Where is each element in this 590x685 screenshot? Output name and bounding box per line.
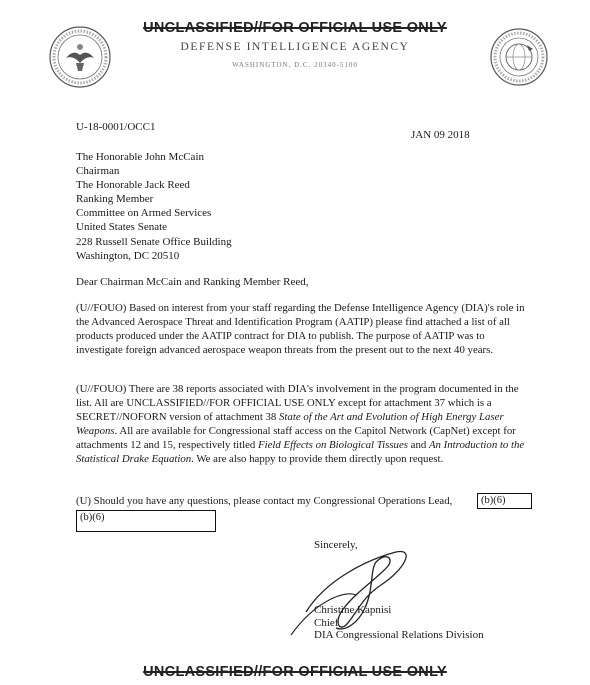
recipient-line: The Honorable John McCain bbox=[76, 151, 204, 163]
paragraph-text: (U//FOUO) There are 38 reports associated with DIA's involvement in the program documented in the list. All are UNCLASSIFIED//FOR OFFICIAL USE ONLY except for attachment 37 which is a SECRET//NOFORN version of attachment 38 bbox=[76, 383, 519, 423]
paragraph-reports-list bbox=[76, 382, 525, 466]
recipient-line: 228 Russell Senate Office Building bbox=[76, 235, 232, 248]
report-title-biological-tissues: Field Effects on Biological Tissues bbox=[258, 439, 408, 451]
recipient-line: The Honorable Jack Reed bbox=[76, 179, 190, 192]
recipient-line: Committee on Armed Services bbox=[76, 207, 212, 220]
signer-division: DIA Congressional Relations Division bbox=[314, 629, 484, 641]
signer-name: Christine Kapnisi bbox=[314, 604, 392, 616]
department-of-defense-seal-icon bbox=[48, 25, 112, 89]
report-title-drake-equation: An Introduction to the Statistical Drake Equation bbox=[76, 439, 525, 465]
recipient-line: Chairman bbox=[76, 165, 120, 178]
agency-name: DEFENSE INTELLIGENCE AGENCY bbox=[180, 41, 410, 53]
paragraph-aatip-purpose: (U//FOUO) Based on interest from your staff regarding the Defense Intelligence Agency (DIA)'s role in the Advanced Aerospace Threat and Identification Program (AATIP) please find attached a list of all products produced under the AATIP contract for DIA to publish. The purpose of AATIP was to investigate foreign advanced aerospace weapon threats from the present out to the next 40 years. bbox=[76, 302, 525, 356]
signer-title: Chief bbox=[314, 616, 339, 629]
redaction-box: (b)(6) bbox=[76, 510, 216, 532]
classification-marking-top: UNCLASSIFIED//FOR OFFICIAL USE ONLY bbox=[143, 20, 447, 36]
report-title-laser-weapons: State of the Art and Evolution of High Energy Laser Weapons bbox=[76, 411, 504, 437]
agency-address: WASHINGTON, D.C. 20340-5100 bbox=[232, 61, 358, 69]
recipient-line: Washington, DC 20510 bbox=[76, 249, 180, 262]
closing: Sincerely, bbox=[314, 539, 358, 551]
reference-number: U-18-0001/OCC1 bbox=[76, 121, 156, 133]
defense-intelligence-agency-seal-icon bbox=[489, 26, 549, 88]
salutation: Dear Chairman McCain and Ranking Member Reed, bbox=[76, 276, 309, 288]
paragraph-text: . All are available for Congressional staff access on the Capitol Network (CapNet) except for attachments 12 and 15, respectively titled bbox=[76, 425, 516, 451]
paragraph-text: . We are also happy to provide them directly upon request. bbox=[191, 453, 444, 465]
recipient-block bbox=[76, 150, 232, 263]
letter-date: JAN 09 2018 bbox=[411, 129, 470, 141]
paragraph-contact: (U) Should you have any questions, please contact my Congressional Operations Lead, bbox=[76, 495, 453, 507]
recipient-line: Ranking Member bbox=[76, 193, 154, 206]
paragraph-text: and bbox=[407, 439, 429, 451]
signature-block bbox=[314, 604, 484, 642]
recipient-line: United States Senate bbox=[76, 221, 168, 234]
redaction-box: (b)(6) bbox=[477, 493, 532, 509]
classification-marking-bottom: UNCLASSIFIED//FOR OFFICIAL USE ONLY bbox=[143, 664, 447, 680]
